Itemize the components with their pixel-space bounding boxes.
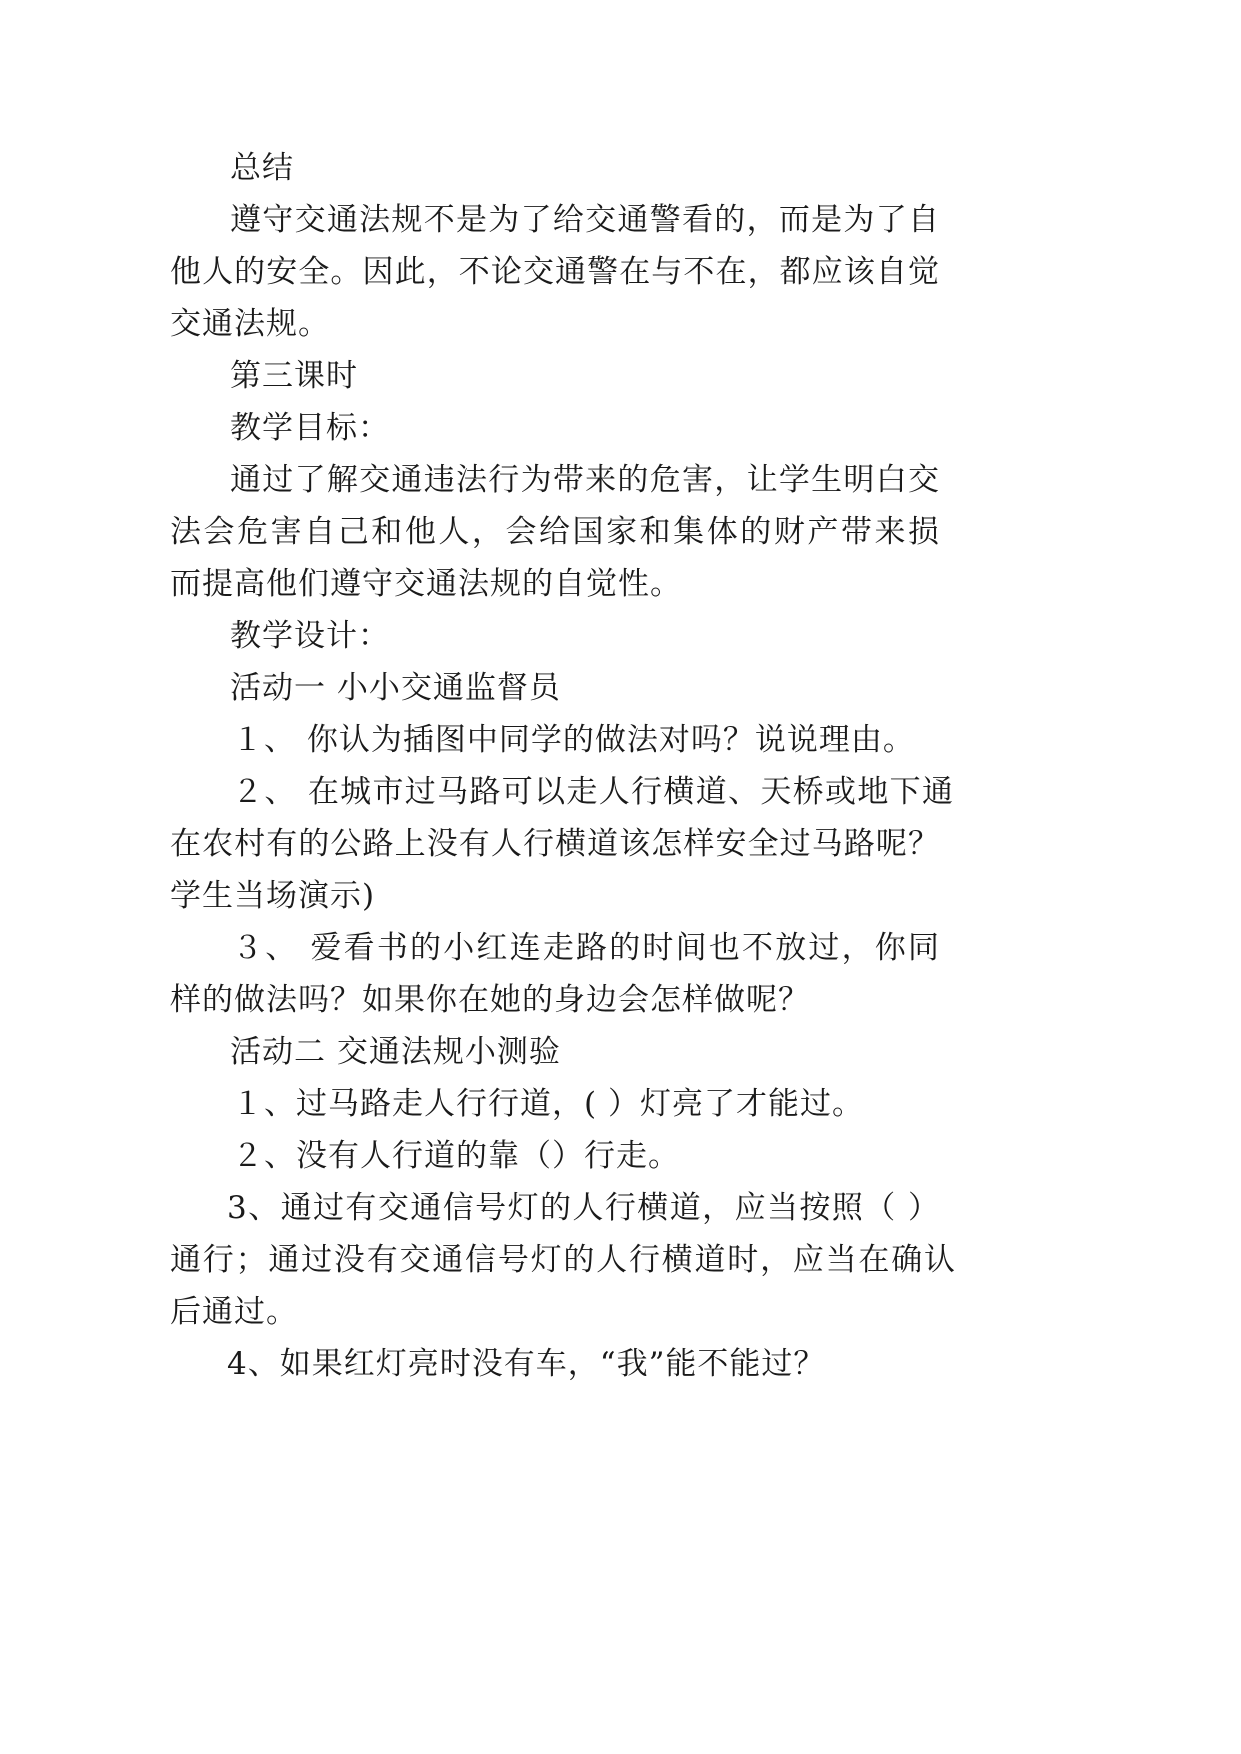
paragraph-line: 样的做法吗？如果你在她的身边会怎样做呢？ — [170, 982, 810, 1018]
paragraph-line: 他人的安全。因此，不论交通警在与不在，都应该自觉 — [170, 254, 940, 290]
quiz-item: 4、如果红灯亮时没有车，“我”能不能过？ — [227, 1346, 826, 1382]
list-item: ３、 爱看书的小红连走路的时间也不放过，你同 — [232, 930, 940, 966]
paragraph-line: 遵守交通法规不是为了给交通警看的，而是为了自 — [230, 202, 940, 238]
heading-activity-one: 活动一 小小交通监督员 — [230, 670, 561, 706]
paragraph-line: 而提高他们遵守交通法规的自觉性。 — [170, 566, 682, 602]
heading-teaching-goals: 教学目标： — [230, 410, 390, 446]
list-item: １、 你认为插图中同学的做法对吗？说说理由。 — [232, 722, 915, 758]
paragraph-line: 交通法规。 — [170, 306, 330, 342]
paragraph-line: 通过了解交通违法行为带来的危害，让学生明白交 — [230, 462, 940, 498]
paragraph-line: 法会危害自己和他人，会给国家和集体的财产带来损 — [170, 514, 940, 550]
paragraph-line: 学生当场演示) — [170, 878, 376, 914]
heading-activity-two: 活动二 交通法规小测验 — [230, 1034, 561, 1070]
list-item: ２、 在城市过马路可以走人行横道、天桥或地下通 — [232, 774, 954, 810]
paragraph-line: 通行；通过没有交通信号灯的人行横道时，应当在确认 — [170, 1242, 956, 1278]
quiz-item: １、过马路走人行行道，( ）灯亮了才能过。 — [232, 1086, 864, 1122]
quiz-item: ２、没有人行道的靠（）行走。 — [232, 1138, 680, 1174]
paragraph-line: 在农村有的公路上没有人行横道该怎样安全过马路呢？ — [170, 826, 940, 862]
quiz-item: 3、通过有交通信号灯的人行横道，应当按照（ ） — [227, 1190, 940, 1226]
paragraph-line: 后通过。 — [170, 1294, 298, 1330]
heading-third-lesson: 第三课时 — [230, 358, 358, 394]
heading-summary: 总结 — [230, 150, 294, 186]
heading-teaching-design: 教学设计： — [230, 618, 390, 654]
